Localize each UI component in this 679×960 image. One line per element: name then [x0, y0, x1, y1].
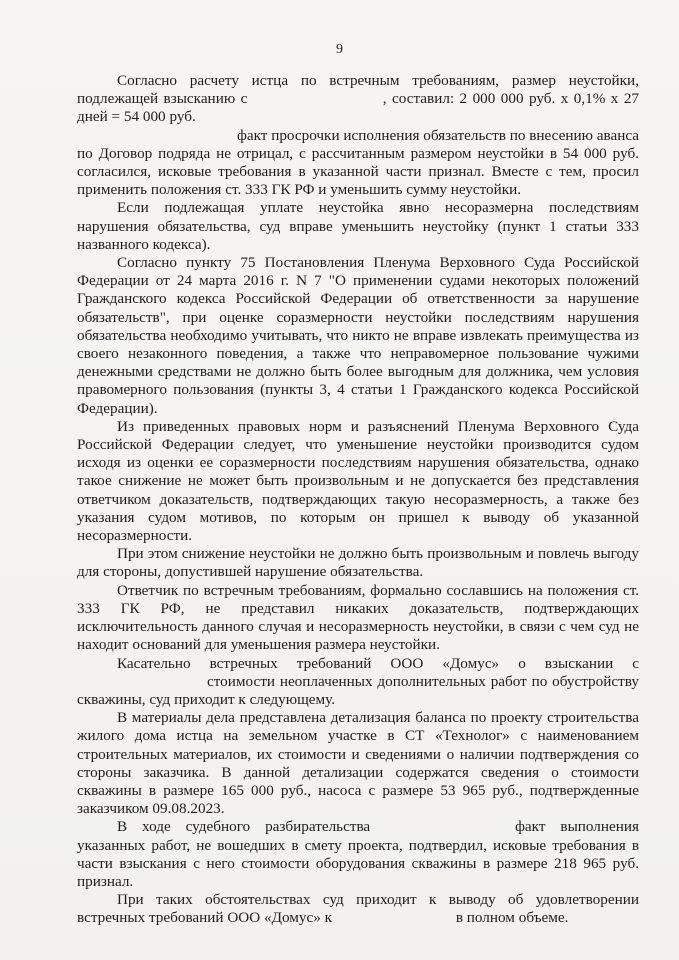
- document-body: [77, 72, 639, 928]
- paragraph-2: факт просрочки исполнения обязательств по внесению аванса по Договор подряда не отрицал, с рассчитанным размером неустойки в 54 000 руб. согласился, исковые требования в указанной части признал. Вместе с тем, просил применить положения ст. 333 ГК РФ и уменьшить сумму неустойки.: [77, 126, 639, 199]
- paragraph-8: Касательно встречных требований ООО «Домус» о взыскании с стоимости неоплаченных дополнительных работ по обустройству скважины, суд приходит к следующему.: [77, 654, 639, 708]
- paragraph-1: Согласно расчету истца по встречным требованиям, размер неустойки, подлежащей взысканию с , составил: 2 000 000 руб. х 0,1% х 27 дней = 54 000 руб.: [77, 72, 640, 126]
- paragraph-4: Согласно пункту 75 Постановления Пленума Верховного Суда Российской Федерации от 24 марта 2016 г. N 7 "О применении судами некоторых положений Гражданского кодекса Российской Федерации об ответственности за нарушение обязательств", при оценке соразмерности неустойки последствиям нарушения обязательства необходимо учитывать, что никто не вправе извлекать преимущества из своего незаконного поведения, а также что неправомерное пользование чужими денежными средствами не должно быть более выгодным для должника, чем условия правомерного пользования (пункты 3, 4 статьи 1 Гражданского кодекса Российской Федерации).: [77, 254, 639, 417]
- paragraph-7: Ответчик по встречным требованиям, формально сославшись на положения ст. 333 ГК РФ, не представил никаких доказательств, подтверждающих исключительность данного случая и несоразмерность неустойки, в связи с чем суд не находит оснований для уменьшения размера неустойки.: [77, 581, 639, 654]
- paragraph-3: Если подлежащая уплате неустойка явно несоразмерна последствиям нарушения обязательства, суд вправе уменьшить неустойку (пункт 1 статьи 333 названного кодекса).: [77, 199, 639, 253]
- paragraph-11: При таких обстоятельствах суд приходит к выводу об удовлетворении встречных требований ООО «Домус» к в полном объеме.: [77, 891, 639, 927]
- paragraph-9: В материалы дела представлена детализация баланса по проекту строительства жилого дома истца на земельном участке в СТ «Технолог» с наименованием строительных материалов, их стоимости и сведениями о наличии подтверждения со стороны заказчика. В данной детализации содержатся сведения о стоимости скважины в размере 165 000 руб., насоса с размере 53 965 руб., подтвержденные заказчиком 09.08.2023.: [77, 709, 639, 818]
- page-number: 9: [336, 42, 343, 57]
- paragraph-5: Из приведенных правовых норм и разъяснений Пленума Верховного Суда Российской Федерации следует, что уменьшение неустойки производится судом исходя из оценки ее соразмерности последствиям нарушения обязательства, однако такое снижение не может быть произвольным и не допускается без представления ответчиком доказательств, подтверждающих такую несоразмерность, а также без указания судом мотивов, по которым он пришел к выводу об указанной несоразмерности.: [77, 417, 639, 545]
- paragraph-10: В ходе судебного разбирательства факт выполнения указанных работ, не вошедших в смету проекта, подтвердил, исковые требования в части взыскания с него стоимости оборудования скважины в размере 218 965 руб. признал.: [77, 818, 639, 890]
- paragraph-6: При этом снижение неустойки не должно быть произвольным и повлечь выгоду для стороны, допустившей нарушение обязательства.: [77, 545, 639, 581]
